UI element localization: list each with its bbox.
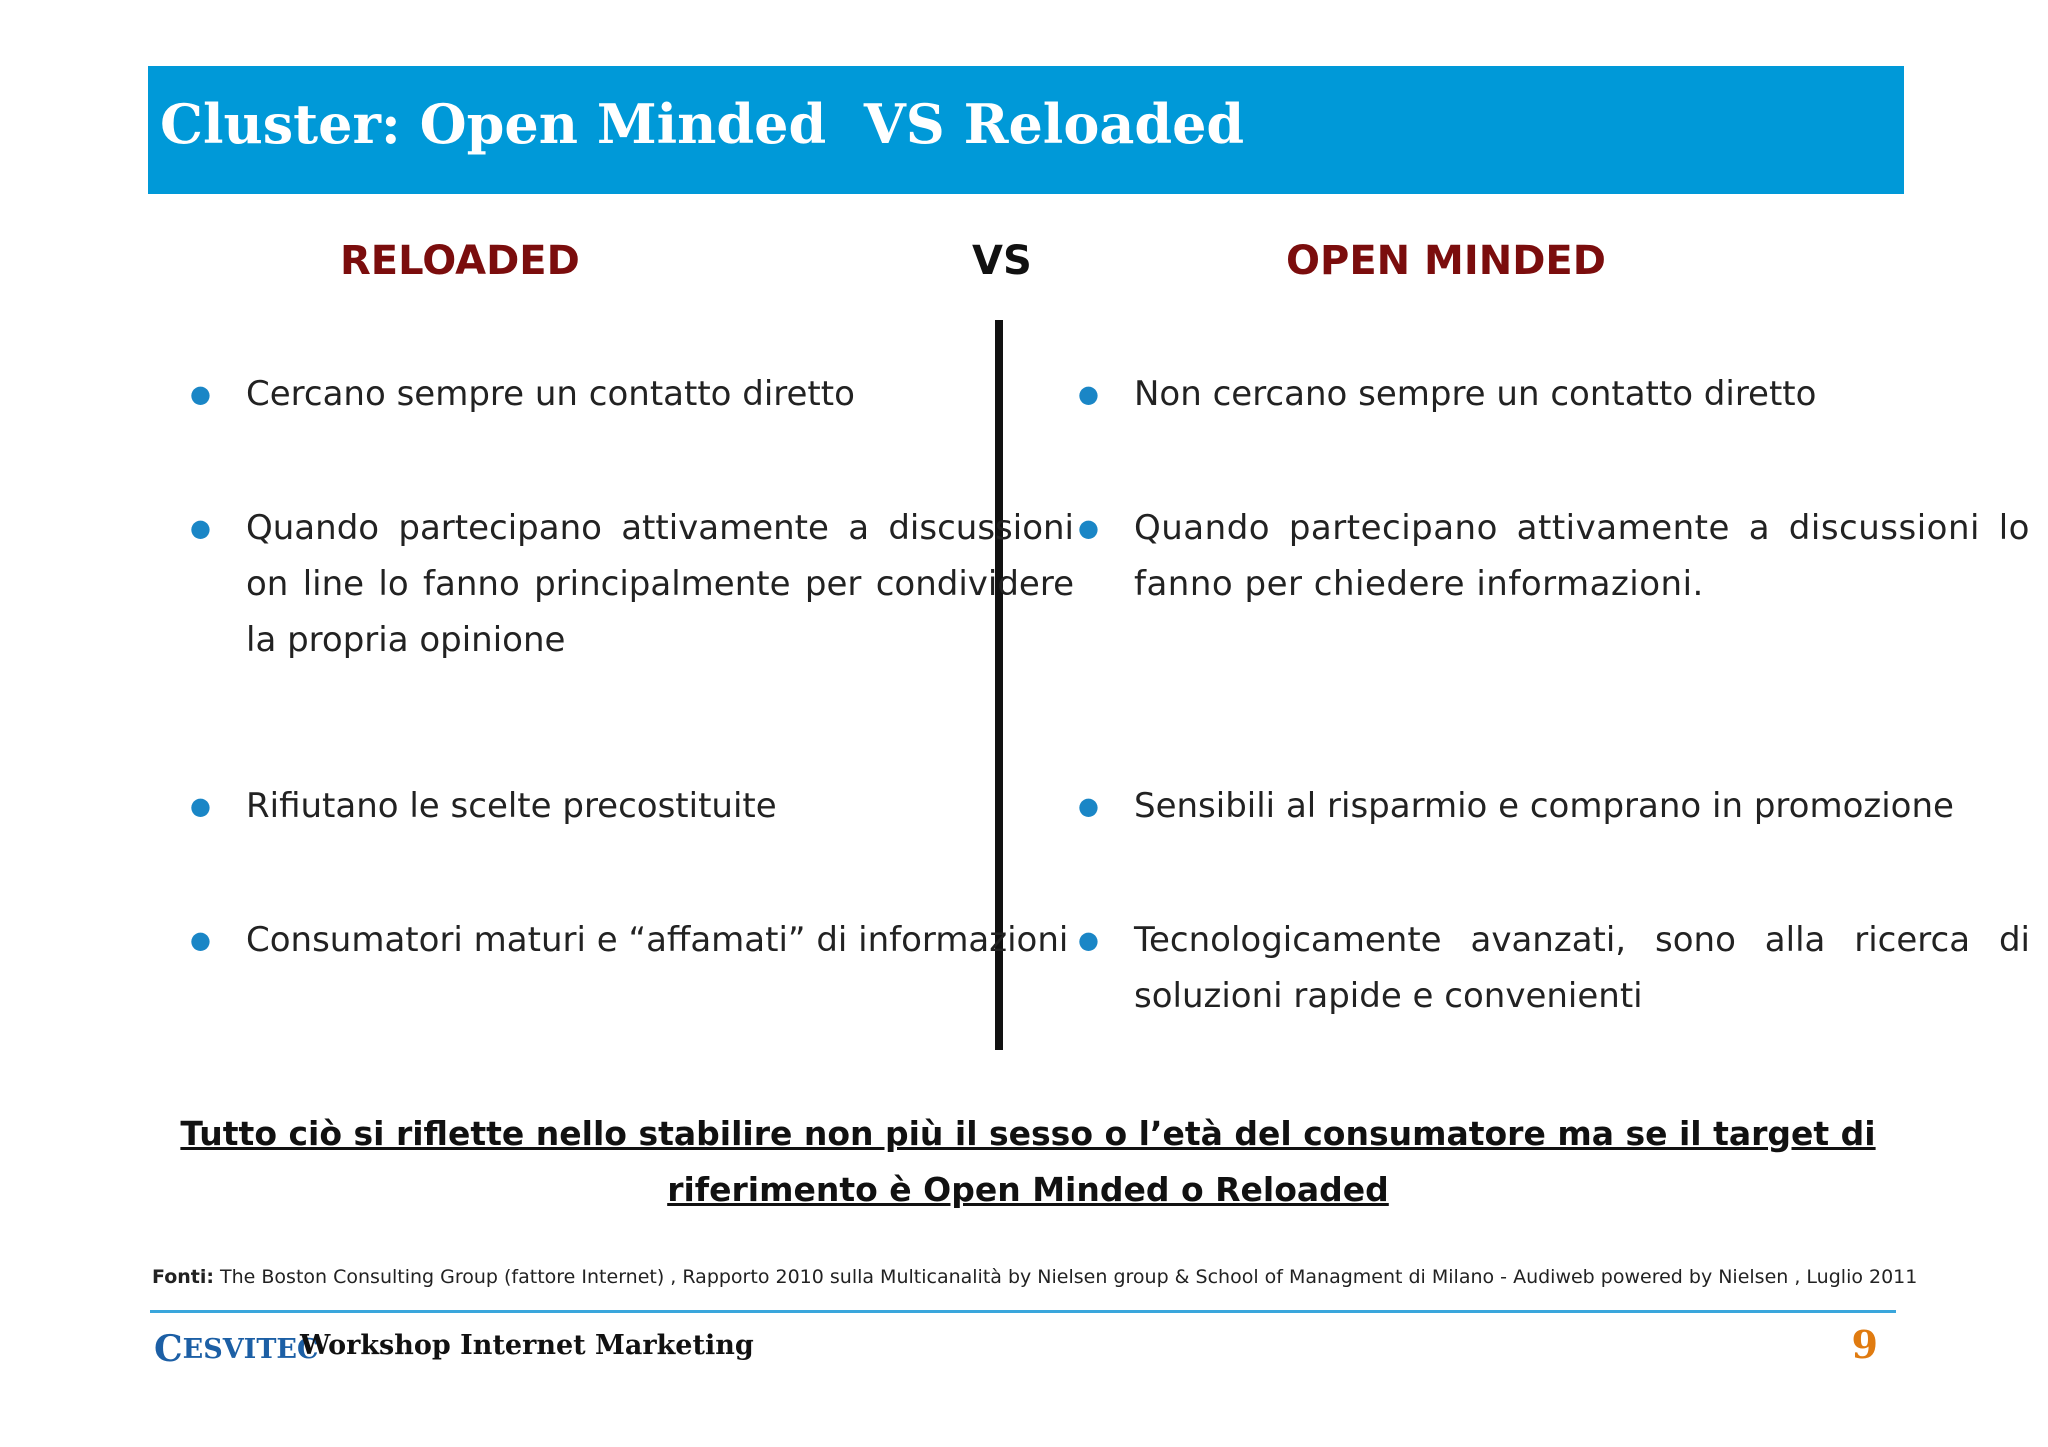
bullet-icon: ●: [190, 514, 211, 542]
bullet-text: Non cercano sempre un contatto diretto: [1134, 374, 1817, 414]
bullet-text: Quando partecipano attivamente a discussioni lo fanno per chiedere informazioni.: [1134, 508, 2030, 604]
sources-text: The Boston Consulting Group (fattore Internet) , Rapporto 2010 sulla Multicanalità by Nielsen group & School of Managment di Milano - Audiweb powered by Nielsen , Luglio 2011: [213, 1266, 1918, 1288]
slide-title: Cluster: Open Minded VS Reloaded: [160, 92, 1245, 156]
bullet-text: Rifiutano le scelte precostituite: [246, 786, 777, 826]
page-number: 9: [1851, 1322, 1878, 1367]
bullet-icon: ●: [1078, 926, 1099, 954]
bullet-text: Cercano sempre un contatto diretto: [246, 374, 855, 414]
sources-note: [152, 1266, 1918, 1288]
bullet-text: Quando partecipano attivamente a discussioni on line lo fanno principalmente per condividere la propria opinione: [246, 508, 1074, 660]
logo-text: ESVITEC: [182, 1334, 319, 1365]
bullet-icon: ●: [190, 380, 211, 408]
bullet-icon: ●: [1078, 380, 1099, 408]
open-minded-heading: OPEN MINDED: [1286, 238, 1606, 284]
bullet-icon: ●: [1078, 514, 1099, 542]
bullet-text: Tecnologicamente avanzati, sono alla ricerca di soluzioni rapide e convenienti: [1134, 920, 2030, 1016]
title-bar: [148, 66, 1904, 194]
footer-divider: [150, 1310, 1896, 1313]
vs-label: VS: [972, 238, 1032, 284]
sources-label: Fonti:: [152, 1266, 214, 1288]
footer-title: Workshop Internet Marketing: [300, 1330, 754, 1361]
cesvitec-logo: [154, 1328, 318, 1368]
conclusion-text: Tutto ciò si riflette nello stabilire non più il sesso o l’età del consumatore ma se il target di riferimento è Open Minded o Reloaded: [180, 1114, 1876, 1209]
bullet-icon: ●: [190, 792, 211, 820]
logo-initial: C: [154, 1328, 183, 1370]
bullet-icon: ●: [190, 926, 211, 954]
bullet-text: Sensibili al risparmio e comprano in promozione: [1134, 786, 1954, 826]
reloaded-heading: RELOADED: [340, 238, 580, 284]
bullet-text: Consumatori maturi e “affamati” di informazioni: [246, 920, 1069, 960]
bullet-icon: ●: [1078, 792, 1099, 820]
